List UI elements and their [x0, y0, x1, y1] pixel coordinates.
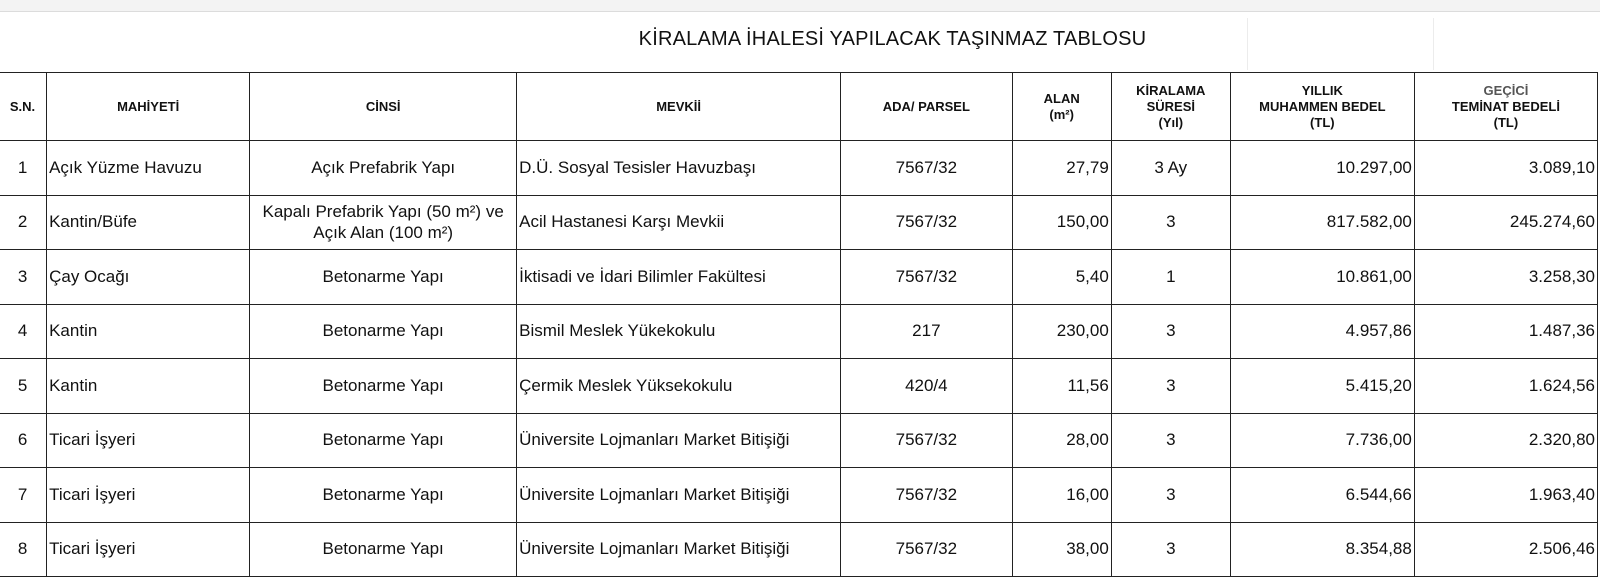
cell-ada-parsel: 7567/32 — [841, 141, 1013, 196]
cell-teminat-bedeli: 3.258,30 — [1414, 250, 1597, 305]
cell-cinsi: Betonarme Yapı — [250, 522, 517, 577]
table-row — [0, 468, 1598, 523]
cell-sn: 2 — [0, 195, 47, 250]
cell-mahiyeti: Ticari İşyeri — [47, 413, 250, 468]
cell-alan: 38,00 — [1012, 522, 1111, 577]
cell-ada-parsel: 7567/32 — [841, 195, 1013, 250]
cell-kiralama-suresi: 3 — [1111, 468, 1230, 523]
header-ada-parsel: ADA/ PARSEL — [841, 73, 1013, 141]
cell-kiralama-suresi: 3 — [1111, 413, 1230, 468]
cell-cinsi: Açık Prefabrik Yapı — [250, 141, 517, 196]
cell-kiralama-suresi: 3 — [1111, 195, 1230, 250]
header-muhammen-bedel — [1230, 73, 1414, 141]
cell-sn: 4 — [0, 304, 47, 359]
cell-kiralama-suresi: 3 — [1111, 304, 1230, 359]
header-teminat-line1: GEÇİCİ — [1483, 82, 1529, 98]
cell-kiralama-suresi: 3 — [1111, 522, 1230, 577]
table-row — [0, 141, 1598, 196]
cell-teminat-bedeli: 1.624,56 — [1414, 359, 1597, 414]
cell-sn: 6 — [0, 413, 47, 468]
cell-sn: 8 — [0, 522, 47, 577]
cell-mahiyeti: Çay Ocağı — [47, 250, 250, 305]
header-alan-line2: (m²) — [1049, 106, 1074, 122]
header-teminat-line2: TEMİNAT BEDELİ — [1451, 98, 1560, 114]
cell-mahiyeti: Kantin/Büfe — [47, 195, 250, 250]
cell-teminat-bedeli: 1.487,36 — [1414, 304, 1597, 359]
cell-teminat-bedeli: 3.089,10 — [1414, 141, 1597, 196]
cell-alan: 28,00 — [1012, 413, 1111, 468]
cell-teminat-bedeli: 2.320,80 — [1414, 413, 1597, 468]
cell-ada-parsel: 7567/32 — [841, 250, 1013, 305]
cell-muhammen-bedel: 4.957,86 — [1230, 304, 1414, 359]
cell-alan: 5,40 — [1012, 250, 1111, 305]
cell-teminat-bedeli: 1.963,40 — [1414, 468, 1597, 523]
property-table — [0, 72, 1598, 577]
cell-muhammen-bedel: 5.415,20 — [1230, 359, 1414, 414]
header-teminat-bedeli — [1414, 73, 1597, 141]
cell-mevkii: Üniversite Lojmanları Market Bitişiği — [517, 468, 841, 523]
cell-mahiyeti: Ticari İşyeri — [47, 522, 250, 577]
header-sure-line3: (Yıl) — [1158, 114, 1184, 130]
cell-ada-parsel: 217 — [841, 304, 1013, 359]
cell-alan: 27,79 — [1012, 141, 1111, 196]
header-mevkii: MEVKİİ — [517, 73, 841, 141]
header-sure-line1: KİRALAMA — [1136, 82, 1206, 98]
header-teminat-line3: (TL) — [1493, 114, 1519, 130]
cell-mevkii: Acil Hastanesi Karşı Mevkii — [517, 195, 841, 250]
cell-cinsi: Betonarme Yapı — [250, 250, 517, 305]
cell-teminat-bedeli: 245.274,60 — [1414, 195, 1597, 250]
cell-ada-parsel: 7567/32 — [841, 413, 1013, 468]
header-sn: S.N. — [0, 73, 47, 141]
cell-muhammen-bedel: 7.736,00 — [1230, 413, 1414, 468]
cell-mevkii: İktisadi ve İdari Bilimler Fakültesi — [517, 250, 841, 305]
cell-sn: 5 — [0, 359, 47, 414]
table-row — [0, 250, 1598, 305]
table-row — [0, 522, 1598, 577]
header-bedel-line3: (TL) — [1310, 114, 1335, 130]
cell-muhammen-bedel: 10.861,00 — [1230, 250, 1414, 305]
cell-mevkii: Üniversite Lojmanları Market Bitişiği — [517, 413, 841, 468]
cell-muhammen-bedel: 817.582,00 — [1230, 195, 1414, 250]
header-mahiyeti: MAHİYETİ — [47, 73, 250, 141]
cell-alan: 16,00 — [1012, 468, 1111, 523]
cell-cinsi: Betonarme Yapı — [250, 359, 517, 414]
viewer-top-bar — [0, 0, 1600, 12]
table-row — [0, 304, 1598, 359]
header-cinsi: CİNSİ — [250, 73, 517, 141]
cell-sn: 3 — [0, 250, 47, 305]
header-alan-line1: ALAN — [1043, 90, 1080, 106]
cell-cinsi: Betonarme Yapı — [250, 468, 517, 523]
cell-cinsi: Kapalı Prefabrik Yapı (50 m²) ve Açık Alan (100 m²) — [250, 195, 517, 250]
cell-kiralama-suresi: 3 Ay — [1111, 141, 1230, 196]
cell-cinsi: Betonarme Yapı — [250, 304, 517, 359]
cell-kiralama-suresi: 3 — [1111, 359, 1230, 414]
cell-mevkii: D.Ü. Sosyal Tesisler Havuzbaşı — [517, 141, 841, 196]
table-row — [0, 413, 1598, 468]
cell-ada-parsel: 7567/32 — [841, 468, 1013, 523]
table-row — [0, 359, 1598, 414]
cell-kiralama-suresi: 1 — [1111, 250, 1230, 305]
table-row — [0, 195, 1598, 250]
header-bedel-line1: YILLIK — [1301, 82, 1343, 98]
cell-alan: 11,56 — [1012, 359, 1111, 414]
header-bedel-line2: MUHAMMEN BEDEL — [1259, 98, 1386, 114]
cell-mahiyeti: Kantin — [47, 304, 250, 359]
cell-sn: 7 — [0, 468, 47, 523]
cell-ada-parsel: 7567/32 — [841, 522, 1013, 577]
cell-mahiyeti: Kantin — [47, 359, 250, 414]
cell-mahiyeti: Açık Yüzme Havuzu — [47, 141, 250, 196]
header-row — [0, 73, 1598, 141]
header-sure-line2: SÜRESİ — [1146, 98, 1195, 114]
cell-muhammen-bedel: 6.544,66 — [1230, 468, 1414, 523]
header-kiralama-suresi — [1111, 73, 1230, 141]
cell-cinsi: Betonarme Yapı — [250, 413, 517, 468]
cell-alan: 150,00 — [1012, 195, 1111, 250]
header-alan — [1012, 73, 1111, 141]
cell-mevkii: Çermik Meslek Yüksekokulu — [517, 359, 841, 414]
cell-sn: 1 — [0, 141, 47, 196]
cell-mevkii: Üniversite Lojmanları Market Bitişiği — [517, 522, 841, 577]
cell-teminat-bedeli: 2.506,46 — [1414, 522, 1597, 577]
cell-ada-parsel: 420/4 — [841, 359, 1013, 414]
cell-alan: 230,00 — [1012, 304, 1111, 359]
cell-muhammen-bedel: 10.297,00 — [1230, 141, 1414, 196]
cell-mahiyeti: Ticari İşyeri — [47, 468, 250, 523]
cell-muhammen-bedel: 8.354,88 — [1230, 522, 1414, 577]
cell-mevkii: Bismil Meslek Yükekokulu — [517, 304, 841, 359]
table-title: KİRALAMA İHALESİ YAPILACAK TAŞINMAZ TABLOSU — [638, 28, 1147, 50]
